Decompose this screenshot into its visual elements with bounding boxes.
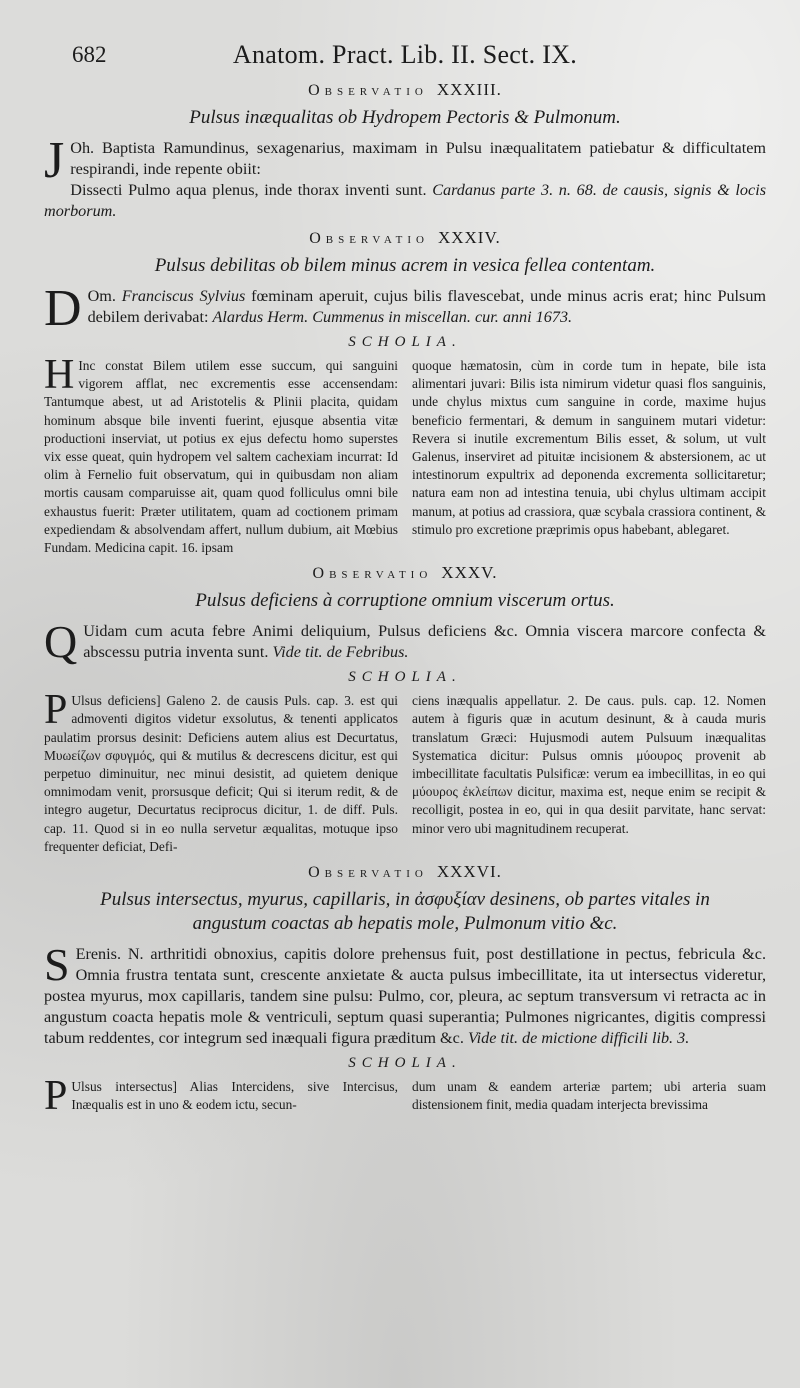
observatio-35 xyxy=(44,563,766,856)
drop-cap: Q xyxy=(44,616,78,668)
observatio-title: Pulsus inæqualitas ob Hydropem Pectoris & Pulmonum. xyxy=(189,107,621,128)
observatio-36 xyxy=(44,862,766,1120)
drop-cap: P xyxy=(44,687,68,734)
observatio-34 xyxy=(44,228,766,557)
drop-cap: P xyxy=(44,1073,68,1120)
scholia-heading: SCHOLIA. xyxy=(348,669,462,686)
citation: Alardus Herm. Cummenus in miscellan. cur. anni 1673. xyxy=(212,308,573,326)
citation: Vide tit. de Febribus. xyxy=(272,643,409,662)
scholia-right-column: ciens inæqualis appellatur. 2. De caus. puls. cap. 12. Nomen autem à figuris quæ in acutum desinunt, & à cauda muris translatum Græci: Hujusmodi autem Pulsuum inæqualitas Systematica dicitur: Pulsus omnis μύουρος provenit ab imbecillitate facultatis Pulsificæ: verum ea imbecillitas, in eo qui μύουρος ἐκλείπων dicitur, maxima est, neque enim se recipit & recolligit, postea in eo, qui in qua desiit parvitate, hanc servat: minor vero ubi magnitudinem recuperat. xyxy=(412,693,766,836)
observatio-text: Q Uidam cum acuta febre Animi deliquium, Pulsus deficiens &c. Omnia viscera marcore confecta & abscessu putria inventa sunt. Vide tit. de Febribus. xyxy=(44,616,766,668)
drop-cap: H xyxy=(44,352,75,398)
drop-cap: D xyxy=(44,280,82,337)
scholia-columns xyxy=(44,687,766,856)
scholia-left-column: H Inc constat Bilem utilem esse succum, qui sanguini vigorem afflat, nec excrementis esse accensendam: Tantumque abest, ut ad Aristotelis & Plinii placita, quidam hominum absque bile inventi fuerint, ejusque absentia vitæ productioni inserviat, ut potius ex ejus defectu homo superstes vix esse queat, quin hydropem vel saltem cachexiam incurrat: Id olim à Fernelio fuit observatum, qui in quibusdam non aliam mortis causam comparuisse ait, quam quod folliculus omni bile exhaustus fuerit: Præter utilitatem, quam ad coctionem primam expediendam & absolvendam affert, nullum dubium, ait Mœbius Fundam. Medicina capit. 16. ipsam xyxy=(44,352,398,556)
scholia-heading: SCHOLIA. xyxy=(348,1055,462,1072)
observatio-title: Pulsus intersectus, myurus, capillaris, in ἀσφυξίαν desinens, ob partes vitales in angustum coactas ab hepatis mole, Pulmonum vitio &c. xyxy=(100,889,710,935)
observatio-text: J Oh. Baptista Ramundinus, sexagenarius, maximam in Pulsu inæqualitatem patiebatur & difficultatem respirandi, inde repente obiit: Dissecti Pulmo aqua plenus, inde thorax inventi sunt. Cardanus parte 3. n. 68. de causis, signis & locis morborum. xyxy=(44,132,766,220)
scholia-heading: SCHOLIA. xyxy=(348,334,462,350)
observatio-text: S Erenis. N. arthritidi obnoxius, capitis dolore prehensus fuit, post destillatione in pectus, febricula &c. Omnia frustra tentata sunt, crescente anxietate & aucta pulsus imbecillitate, ita ut intersectus videretur, postea myurus, mox capillaris, tandem sine pulsu: Pulmo, cor, pleura, ac septum transversum vi retracta ac in angustum coacta hepatis mole & ventriculi, septum quasi superantia; Pulmones nigricantes, digitis compressi tabum reddentes, cor integrum sed inæquali figura præditum &c. Vide tit. de mictione difficili lib. 3. xyxy=(44,939,766,1048)
observatio-title: Pulsus debilitas ob bilem minus acrem in vesica fellea contentam. xyxy=(154,255,656,276)
observatio-heading: Observatio XXXV. xyxy=(312,563,498,583)
scholia-right-column: dum unam & eandem arteriæ partem; ubi arteria suam distensionem finit, media quadam interjecta brevissima xyxy=(412,1079,766,1113)
observatio-text: D Om. Franciscus Sylvius fœminam aperuit, cujus bilis flavescebat, unde minus acris erat; hinc Pulsum debilem derivabat: Alardus Herm. Cummenus in miscellan. cur. anni 1673. xyxy=(44,280,767,337)
scholia-left-column: P Ulsus intersectus] Alias Intercidens, sive Intercisus, Inæqualis est in uno & eodem ictu, secun- xyxy=(44,1073,398,1120)
observatio-title: Pulsus deficiens à corruptione omnium viscerum ortus. xyxy=(195,590,615,612)
drop-cap: S xyxy=(44,939,70,991)
page-header xyxy=(44,34,766,74)
observatio-heading: Observatio XXXIV. xyxy=(309,228,501,247)
citation: Vide tit. de mictione difficili lib. 3. xyxy=(467,1029,690,1048)
observatio-heading: Observatio XXXIII. xyxy=(308,80,502,99)
scholia-right-column: quoque hæmatosin, cùm in corde tum in hepate, bile ista alimentari juvari: Bilis ista nimirum videtur quasi flos sanguinis, unde chylus mixtus cum sanguine in corde, maxime hujus beneficio fermentari, & demum in sanguinem mutari videtur: Revera si inutile excrementum Bilis esset, & solum, ut vult Galenus, inserviret ad pituitæ incisionem & abstersionem, ac ut intestinorum expultrix ad deponenda excrementa sollicitaretur; natura eam non ad intestina tenuia, ubi chylus ultimam accipit manum, at potius ad crassiora, quæ scybala crassiora continent, & stimulo pro excretione præprimis opus habebant, ablegaret. xyxy=(412,358,766,537)
drop-cap: J xyxy=(44,132,65,189)
scholia-left-column: P Ulsus deficiens] Galeno 2. de causis Puls. cap. 3. est qui admoventi digitos videtur exsolutus, & tenenti applicatos paulatim prorsus desinit: Deficiens autem alius est Decurtatus, Μυωείζων σφυγμός, qui & mutilus & decrescens dicitur, est qui perpetuo diminuitur, nec minui desistit, ad quietem denique omnimodam venit, prorsusque deficit; Qui si iterum redit, & de integro augetur, Decurtatus reciprocus dicitur, 1. de diff. Puls. cap. 11. Quod si in eo nulla servetur æqualitas, motuque ipso frequenter deficiat, Defi- xyxy=(44,687,398,854)
page-number: 682 xyxy=(72,42,107,67)
observatio-heading: Observatio XXXVI. xyxy=(308,862,502,882)
scholia-columns xyxy=(44,352,766,557)
scholia-columns xyxy=(44,1073,766,1120)
running-title: Anatom. Pract. Lib. II. Sect. IX. xyxy=(232,40,578,69)
observatio-33 xyxy=(44,80,766,222)
citation: Cardanus parte 3. n. 68. de causis, signis & locis morborum. xyxy=(44,181,766,220)
